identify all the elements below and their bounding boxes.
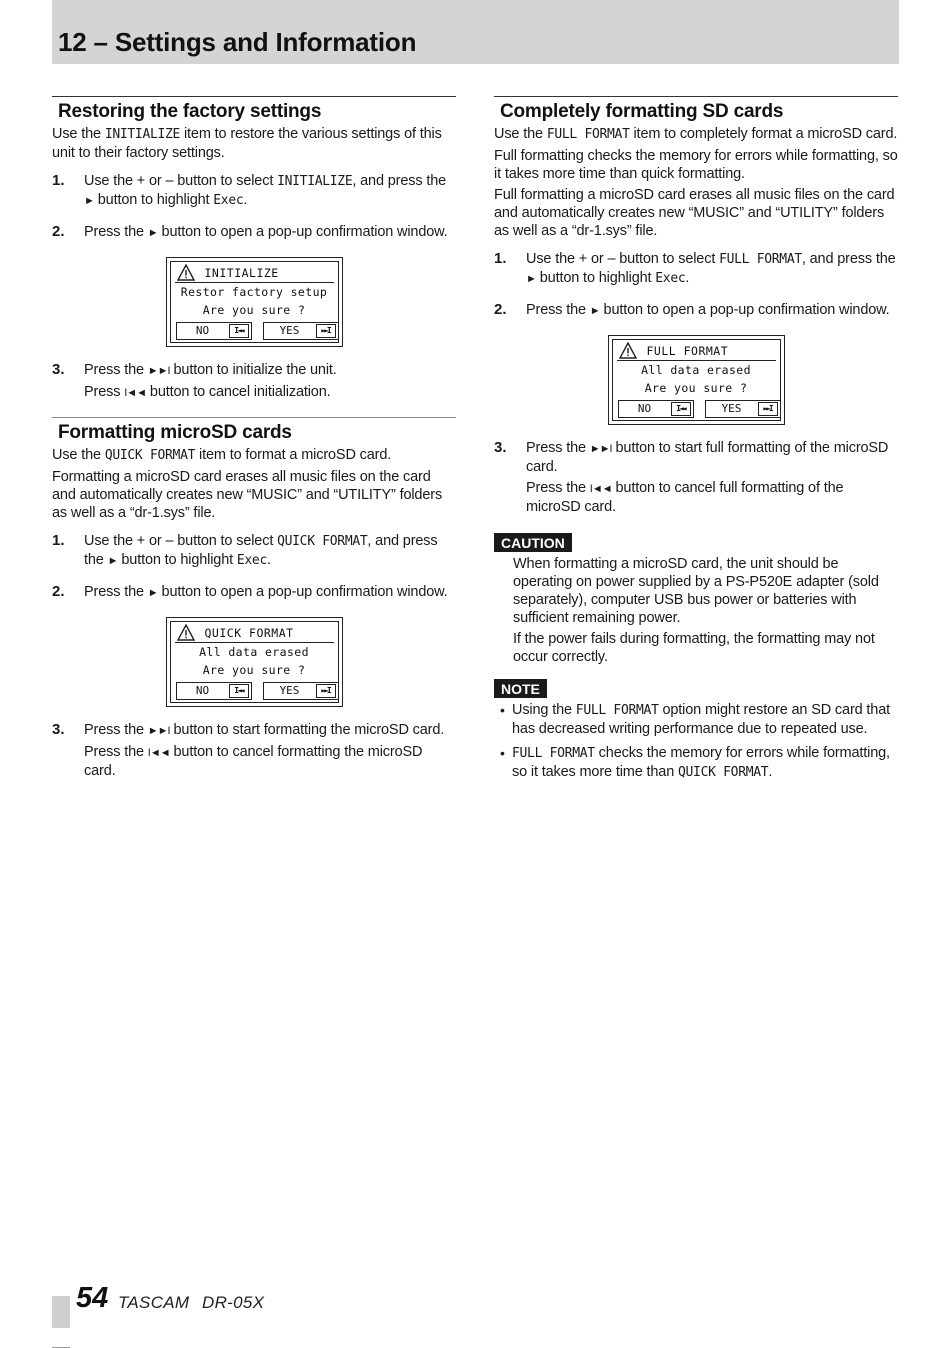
caution-text-1: When formatting a microSD card, the unit should be operating on power supplied by a PS-P520E adapter (sold separately), computer USB bus power or batteries with sufficient remaining power. [513,556,879,626]
play-button-icon: ► [526,273,536,285]
popup-title: QUICK FORMAT [204,626,294,640]
popup-line-1: All data erased [641,363,751,377]
popup-title: FULL FORMAT [646,344,729,358]
popup-yes-button: YES ►►I [263,682,339,700]
warning-icon [619,342,637,359]
note-body [494,701,898,782]
full-step-1: 1. Use the + or – button to select FULL FORMAT, and press the ► button to highlight Exec. [494,250,896,286]
page-number: 54 [76,1282,109,1314]
note-bullet-1: • Using the FULL FORMAT option might restore an SD card that has decreased writing performance due to repeated use. [500,702,891,737]
chapter-title: 12 – Settings and Information [58,27,417,57]
skip-back-icon: I◄◄ [124,387,147,399]
full-format-popup-figure [608,335,785,425]
note-badge: NOTE [494,679,547,698]
play-button-icon: ► [147,227,158,239]
quick-heading: Formatting microSD cards [58,422,292,443]
warning-icon [177,624,195,641]
play-button-icon: ► [589,305,600,317]
play-button-icon: ► [84,195,94,207]
skip-back-icon: I◄◄ [589,483,612,495]
popup-yes-button: YES ►►I [705,400,781,418]
quick-format-popup-figure [166,617,343,707]
right-column [494,96,898,788]
popup-no-button: NO I◄◄ [176,682,252,700]
caution-body [494,555,898,666]
skip-back-icon: I◄◄ [229,324,249,338]
full-intro-2: Full formatting checks the memory for errors while formatting, so it takes more time than quick formatting. [494,148,898,182]
skip-back-icon: I◄◄ [147,747,170,759]
popup-no-button: NO I◄◄ [176,322,252,340]
section-divider [52,417,456,418]
popup-line-2: Are you sure ? [202,663,306,677]
popup-yes-button: YES ►►I [263,322,339,340]
quick-intro-2: Formatting a microSD card erases all music files on the card and automatically creates new “MUSIC” and “UTILITY” folders as well as a “dr-1.sys” file. [52,469,443,521]
warning-icon [177,264,195,281]
caution-badge: CAUTION [494,533,572,552]
caution-text-2: If the power fails during formatting, the formatting may not occur correctly. [513,631,875,665]
skip-back-icon: I◄◄ [671,402,691,416]
quick-step-2: 2. Press the ► button to open a pop-up confirmation window. [52,583,448,600]
initialize-popup-figure [166,257,343,347]
quick-intro-1: Use the QUICK FORMAT item to format a microSD card. [52,447,392,463]
skip-forward-icon: ►►I [589,443,612,455]
popup-line-2: Are you sure ? [202,303,306,317]
popup-line-1: Restor factory setup [180,285,328,299]
play-button-icon: ► [107,555,118,567]
popup-line-2: Are you sure ? [644,381,748,395]
model-name: DR-05X [202,1293,265,1312]
quick-step-1: 1. Use the + or – button to select QUICK FORMAT, and press the ► button to highlight Exec. [52,532,438,568]
skip-forward-icon: ►►I [147,725,170,737]
full-heading: Completely formatting SD cards [500,101,784,122]
restore-heading: Restoring the factory settings [58,101,322,122]
play-button-icon: ► [147,587,158,599]
page-tab-marker [52,1296,70,1328]
chapter-header-bar [52,0,899,64]
brand-name: TASCAM [118,1293,190,1312]
skip-forward-icon: ►►I [316,324,336,338]
restore-intro: Use the INITIALIZE item to restore the various settings of this unit to their factory settings. [52,126,442,161]
skip-back-icon: I◄◄ [229,684,249,698]
restore-step-3: 3. Press the ►►I button to initialize the unit. Press I◄◄ button to cancel initialization. [52,361,337,400]
left-column [52,96,456,783]
full-step-2: 2. Press the ► button to open a pop-up confirmation window. [494,301,890,318]
section-divider [494,96,898,97]
full-intro-1: Use the FULL FORMAT item to completely format a microSD card. [494,126,898,142]
popup-title: INITIALIZE [204,266,279,280]
skip-forward-icon: ►►I [147,365,170,377]
skip-forward-icon: ►►I [316,684,336,698]
full-intro-3: Full formatting a microSD card erases all music files on the card and automatically creates new “MUSIC” and “UTILITY” folders as well as a “dr-1.sys” file. [494,187,895,239]
section-divider [52,96,456,97]
restore-step-2: 2. Press the ► button to open a pop-up confirmation window. [52,223,448,240]
popup-line-1: All data erased [199,645,309,659]
full-step-3: 3. Press the ►►I button to start full formatting of the microSD card. Press the I◄◄ button to cancel full formatting of the microSD card. [494,439,889,515]
quick-step-3: 3. Press the ►►I button to start formatting the microSD card. Press the I◄◄ button to cancel formatting the microSD card. [52,721,445,779]
note-bullet-2: • FULL FORMAT checks the memory for errors while formatting, so it takes more time than QUICK FORMAT. [500,745,890,780]
skip-forward-icon: ►►I [758,402,778,416]
restore-step-1: 1. Use the + or – button to select INITIALIZE, and press the ► button to highlight Exec. [52,172,447,208]
popup-no-button: NO I◄◄ [618,400,694,418]
